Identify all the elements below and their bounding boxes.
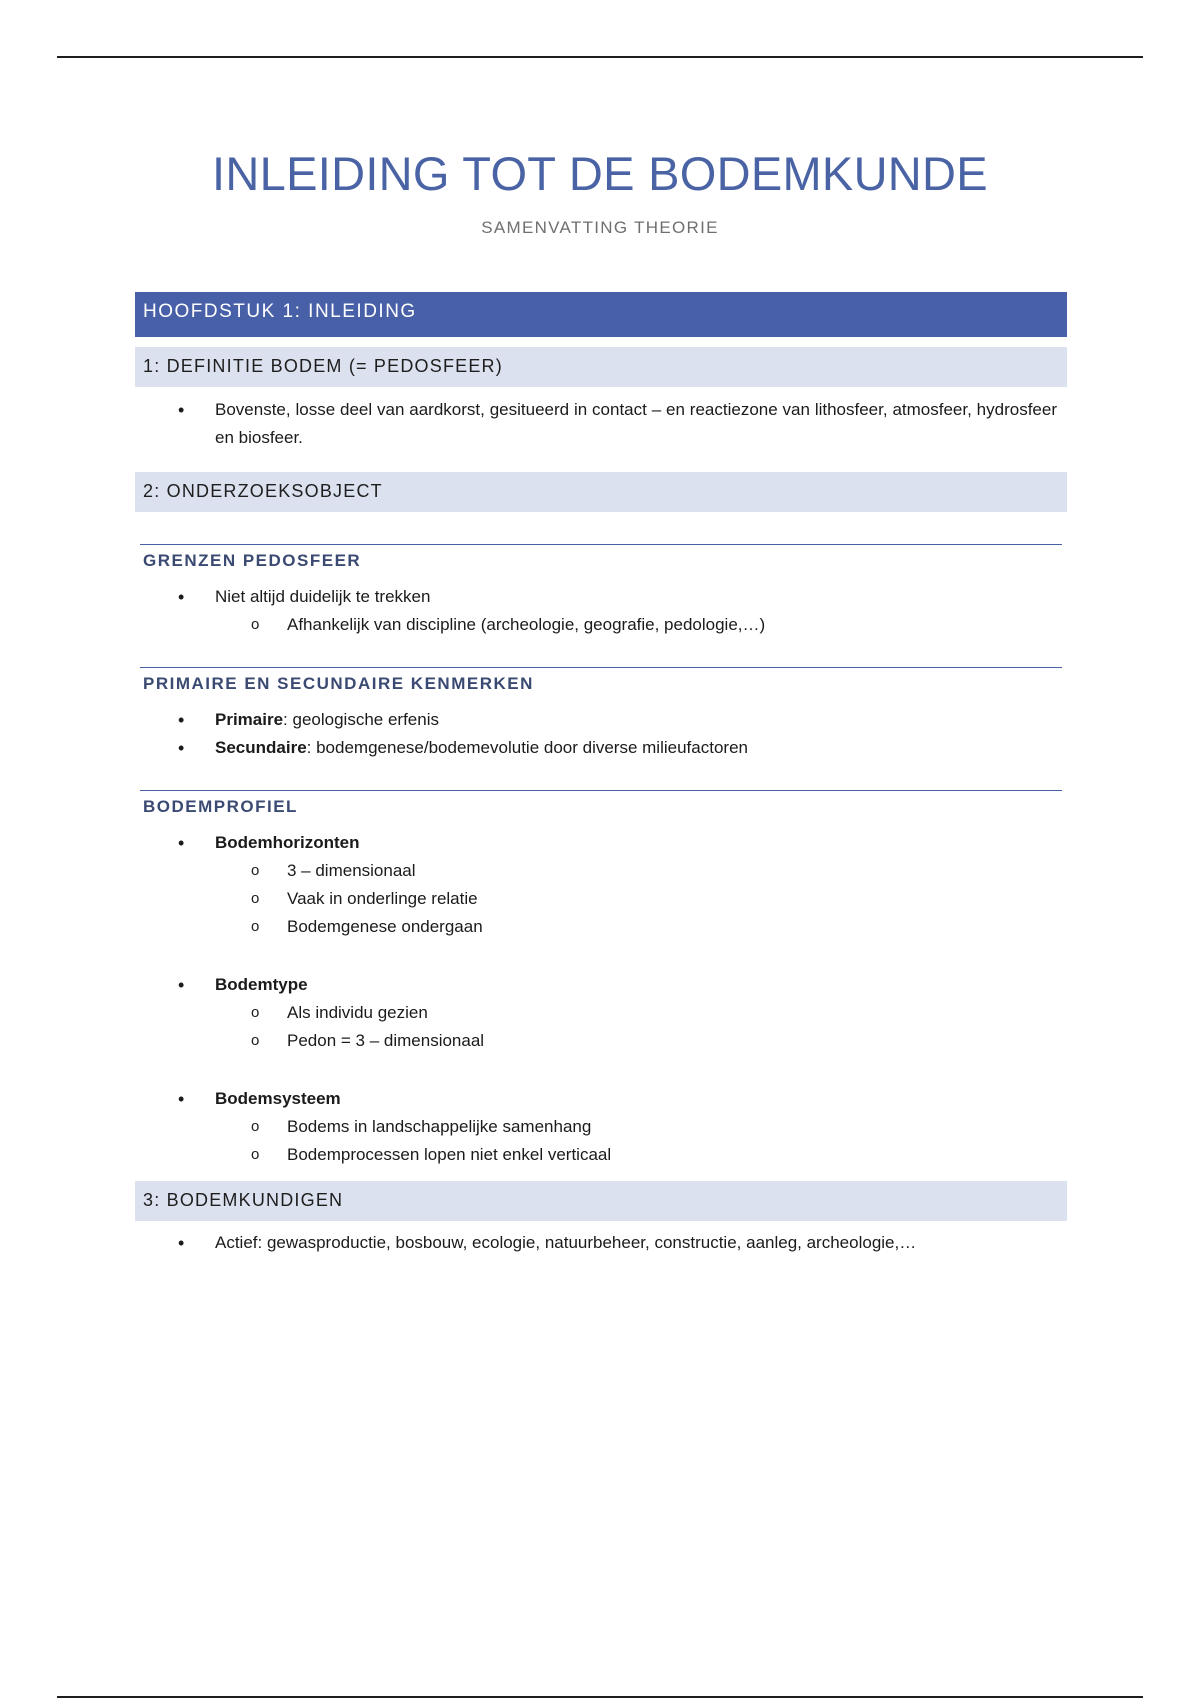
document-body	[135, 292, 1067, 1257]
sub-list-item: o Als individu gezien	[215, 999, 1067, 1027]
section-heading-onderzoeksobject: 2: ONDERZOEKSOBJECT	[135, 472, 1067, 512]
sub-list-item: o Vaak in onderlinge relatie	[215, 885, 1067, 913]
grenzen-list	[135, 583, 1067, 639]
kenmerken-list	[135, 706, 1067, 762]
document-title: INLEIDING TOT DE BODEMKUNDE	[212, 147, 988, 200]
list-item: • Bodemsysteem o Bodems in landschappelijke samenhang o Bodemprocessen lopen niet enkel verticaal	[135, 1085, 1067, 1169]
bodemprofiel-list	[135, 829, 1067, 1169]
sub-list-item: o Afhankelijk van discipline (archeologie, geografie, pedologie,…)	[215, 611, 1067, 639]
header-rule	[57, 56, 1143, 58]
list-item: • Actief: gewasproductie, bosbouw, ecologie, natuurbeheer, constructie, aanleg, archeologie,…	[135, 1229, 1067, 1257]
list-item: • Bodemhorizonten o 3 – dimensionaal o Vaak in onderlinge relatie o Bodemgenese ondergaan	[135, 829, 1067, 941]
subheading-grenzen: GRENZEN PEDOSFEER	[140, 544, 1062, 575]
list-item: • Secundaire: bodemgenese/bodemevolutie door diverse milieufactoren	[135, 734, 1067, 762]
sub-list-item: o Pedon = 3 – dimensionaal	[215, 1027, 1067, 1055]
chapter-heading: HOOFDSTUK 1: INLEIDING	[135, 292, 1067, 337]
section-heading-bodemkundigen: 3: BODEMKUNDIGEN	[135, 1181, 1067, 1221]
list-item: • Bovenste, losse deel van aardkorst, gesitueerd in contact – en reactiezone van lithosfeer, atmosfeer, hydrosfeer en biosfeer.	[135, 396, 1067, 452]
subheading-kenmerken: PRIMAIRE EN SECUNDAIRE KENMERKEN	[140, 667, 1062, 698]
subheading-bodemprofiel: BODEMPROFIEL	[140, 790, 1062, 821]
list-item: • Bodemtype o Als individu gezien o Pedon = 3 – dimensionaal	[135, 971, 1067, 1055]
sub-list-item: o Bodems in landschappelijke samenhang	[215, 1113, 1067, 1141]
bodemkundigen-list	[135, 1229, 1067, 1257]
sub-list-item: o Bodemgenese ondergaan	[215, 913, 1067, 941]
footer-rule	[57, 1696, 1143, 1698]
section-heading-definitie: 1: DEFINITIE BODEM (= PEDOSFEER)	[135, 347, 1067, 387]
sub-list-item: o Bodemprocessen lopen niet enkel verticaal	[215, 1141, 1067, 1169]
definitie-list	[135, 396, 1067, 452]
sub-list-item: o 3 – dimensionaal	[215, 857, 1067, 885]
list-item: • Primaire: geologische erfenis	[135, 706, 1067, 734]
list-item: • Niet altijd duidelijk te trekken o Afhankelijk van discipline (archeologie, geografie, pedologie,…)	[135, 583, 1067, 639]
document-subtitle: SAMENVATTING THEORIE	[481, 218, 719, 237]
